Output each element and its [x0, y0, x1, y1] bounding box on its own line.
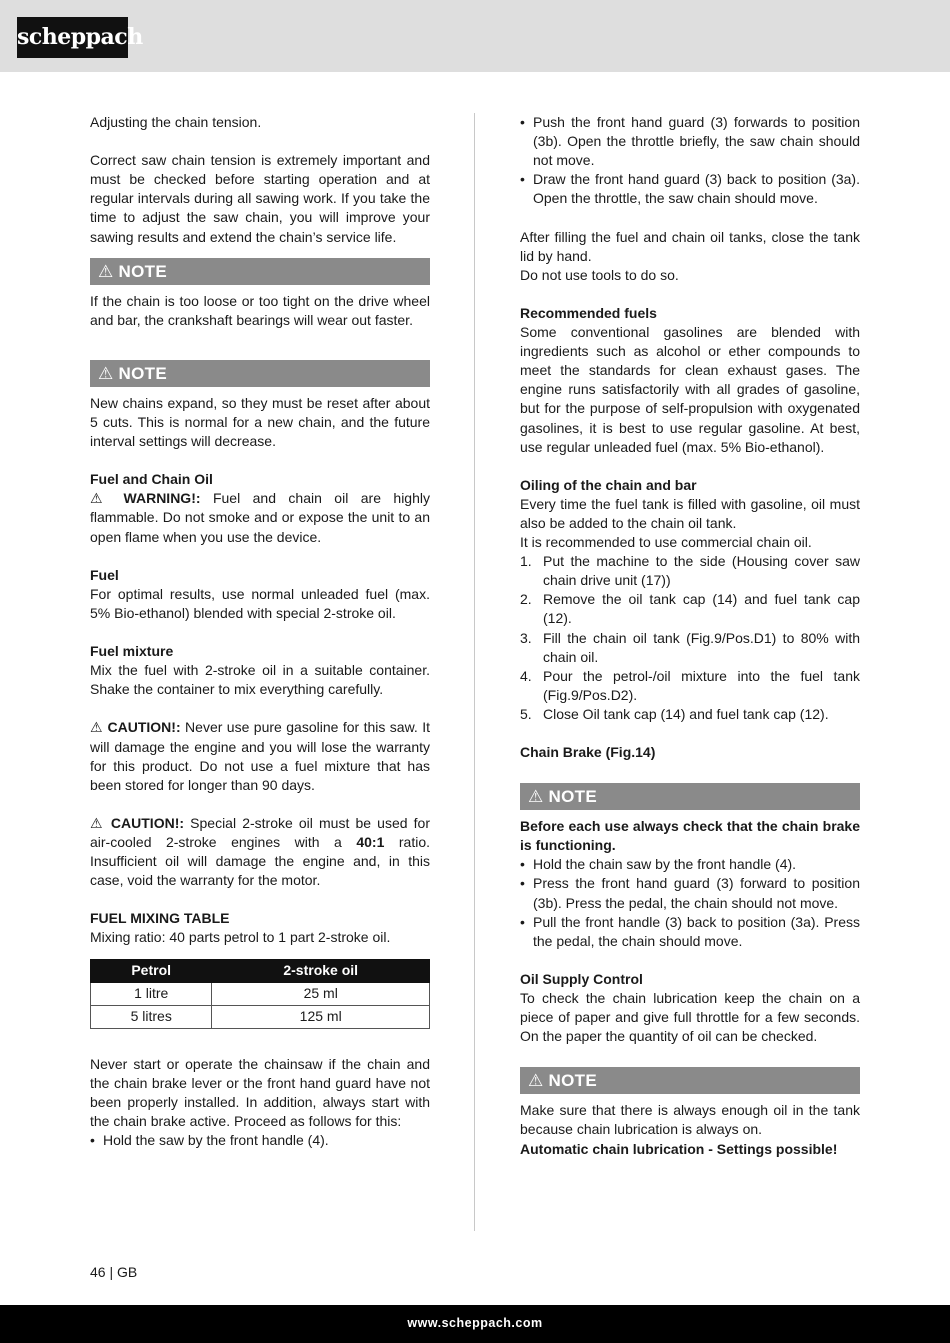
paragraph: After filling the fuel and chain oil tanks, close the tank lid by hand. [520, 228, 860, 264]
website-url: www.scheppach.com [407, 1316, 543, 1330]
paragraph: Mix the fuel with 2-stroke oil in a suitable container. Shake the container to mix everything carefully. [90, 662, 430, 698]
warning-triangle-icon: ⚠ [90, 814, 105, 831]
caution-text: Never use pure gasoline for this saw. It will damage the engine and you will lose the warranty for this product. Do not use a fuel mixture that has been stored for longer than 90 days. [90, 719, 430, 793]
note-label: NOTE [548, 787, 597, 807]
list-item: 5. Close Oil tank cap (14) and fuel tank cap (12). [520, 705, 829, 722]
table-cell: 1 litre [91, 982, 212, 1005]
list-item: • Hold the saw by the front handle (4). [90, 1131, 430, 1150]
paragraph: Make sure that there is always enough oil in the tank because chain lubrication is always on. [520, 1102, 860, 1138]
paragraph: Never start or operate the chainsaw if the chain and the chain brake lever or the front hand guard have not been properly installed. In addition, always start with the chain brake active. Proceed as follows for this: [90, 1055, 430, 1129]
note-label: NOTE [118, 261, 167, 281]
table-cell: 125 ml [212, 1005, 430, 1028]
list-item: • Draw the front hand guard (3) back to position (3a). Open the throttle, the saw chain should move. [520, 170, 860, 208]
paragraph: It is recommended to use commercial chain oil. [520, 534, 812, 551]
footer-bar [0, 1305, 950, 1343]
paragraph: Automatic chain lubrication - Settings possible! [520, 1140, 838, 1157]
paragraph: Some conventional gasolines are blended with ingredients such as alcohol or ether compounds to meet the standards for clean exhaust gases. The engine runs satisfactorily with all grades of gasoline, but for the purpose of self-propulsion with oxygenated gasolines, it is best to use regular gasoline. At best, use regular unleaded fuel (max. 5% Bio-ethanol). [520, 324, 860, 455]
warning-triangle-icon: ⚠ [528, 1071, 544, 1091]
list-item: • Push the front hand guard (3) forwards to position (3b). Open the throttle briefly, the saw chain should not move. [520, 113, 860, 170]
section-heading: Recommended fuels [520, 304, 657, 321]
list-item: 2. Remove the oil tank cap (14) and fuel tank cap (12). [520, 591, 860, 627]
chain-tension-title: Adjusting the chain tension. [90, 114, 262, 130]
list-item: 1. Put the machine to the side (Housing cover saw chain drive unit (17)) [520, 553, 860, 589]
note-banner [90, 360, 430, 387]
warning-triangle-icon: ⚠ [98, 261, 114, 281]
paragraph: Mixing ratio: 40 parts petrol to 1 part 2-stroke oil. [90, 929, 391, 946]
paragraph: For optimal results, use normal unleaded fuel (max. 5% Bio-ethanol) blended with special 2-stroke oil. [90, 585, 430, 621]
list-item: • Pull the front handle (3) back to position (3a). Press the pedal, the chain should move. [520, 913, 860, 951]
warning-triangle-icon: ⚠ [90, 490, 112, 507]
section-heading: Chain Brake (Fig.14) [520, 744, 656, 761]
note-banner [520, 1067, 860, 1094]
chain-tension-text: Correct saw chain tension is extremely important and must be checked before starting operation and at regular intervals during all sawing work. If you take the time to adjust the saw chain, you will improve your sawing results and extend the chain’s service life. [90, 152, 430, 245]
table-header: Petrol [91, 959, 212, 982]
note-text: New chains expand, so they must be reset after about 5 cuts. This is normal for a new chain, and the future interval settings will decrease. [90, 394, 430, 450]
note-text: If the chain is too loose or too tight on the drive wheel and bar, the crankshaft bearings will wear out faster. [90, 292, 430, 328]
warning-label: WARNING!: [123, 490, 201, 507]
section-heading: Oiling of the chain and bar [520, 476, 697, 493]
warning-text: Fuel and chain oil are highly flammable. Do not smoke and or expose the unit to an open flame when you use the device. [90, 490, 430, 545]
note-label: NOTE [548, 1071, 597, 1091]
caution-text: ratio. Insufficient oil will damage the engine and, in this case, void the warranty for the motor. [90, 834, 430, 889]
paragraph: Do not use tools to do so. [520, 266, 679, 283]
caution-label: CAUTION!: [107, 719, 181, 736]
bullet-list [520, 113, 860, 208]
caution-label: CAUTION!: [110, 814, 185, 831]
note-banner [90, 258, 430, 285]
brand-logo: scheppach [17, 17, 128, 58]
note-banner [520, 783, 860, 810]
warning-triangle-icon: ⚠ [528, 787, 544, 807]
section-heading: Oil Supply Control [520, 970, 643, 987]
list-item: 3. Fill the chain oil tank (Fig.9/Pos.D1) to 80% with chain oil. [520, 629, 860, 665]
bullet-list [520, 855, 860, 950]
bullet-list [90, 1131, 430, 1150]
paragraph: To check the chain lubrication keep the chain on a piece of paper and give full throttle for a few seconds. On the paper the quantity of oil can be checked. [520, 990, 860, 1045]
column-divider [474, 113, 475, 1231]
table-cell: 25 ml [212, 982, 430, 1005]
list-item: • Hold the chain saw by the front handle (4). [520, 855, 860, 874]
table-row [91, 1005, 430, 1028]
warning-triangle-icon: ⚠ [90, 719, 104, 736]
section-heading: FUEL MIXING TABLE [90, 910, 230, 927]
paragraph: Every time the fuel tank is filled with gasoline, oil must also be added to the chain oil tank. [520, 495, 860, 531]
caution-text: Special 2-stroke oil must be used for air-cooled 2-stroke engines with a [90, 814, 430, 850]
list-item: • Press the front hand guard (3) forward to position (3b). Press the pedal, the chain should not move. [520, 874, 860, 912]
section-heading: Fuel mixture [90, 643, 174, 660]
table-row [91, 982, 430, 1005]
section-heading: Fuel and Chain Oil [90, 471, 213, 488]
left-column [90, 113, 430, 1150]
numbered-list [520, 552, 860, 724]
fuel-mixing-table [90, 959, 430, 1029]
warning-triangle-icon: ⚠ [98, 363, 114, 383]
table-cell: 5 litres [91, 1005, 212, 1028]
list-item: 4. Pour the petrol-/oil mixture into the fuel tank (Fig.9/Pos.D2). [520, 667, 860, 703]
page-header [0, 0, 950, 72]
paragraph: Before each use always check that the chain brake is functioning. [520, 818, 860, 854]
mix-ratio: 40:1 [356, 834, 385, 850]
right-column [520, 113, 860, 1159]
table-header: 2-stroke oil [212, 959, 430, 982]
note-label: NOTE [118, 363, 167, 383]
section-heading: Fuel [90, 566, 119, 583]
page-number: 46 | GB [90, 1264, 138, 1280]
